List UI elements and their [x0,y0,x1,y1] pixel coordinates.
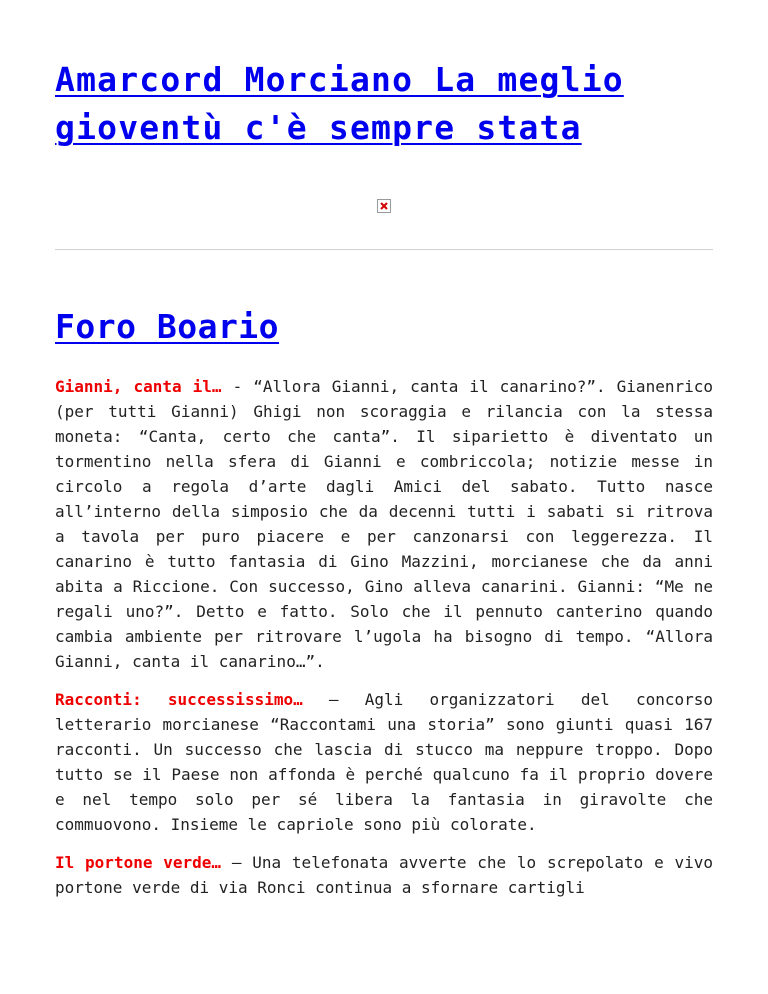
section-title-link[interactable]: Foro Boario [55,307,280,346]
paragraph-gianni [55,374,713,674]
paragraph-lead: Racconti: successissimo… [55,690,303,709]
paragraph-lead: Il portone verde… [55,853,222,872]
article-title [55,0,713,152]
paragraph-body: – Una telefonata avverte che lo screpolato e vivo portone verde di via Ronci continua a sfornare cartigli [55,853,714,897]
section-title [55,250,713,350]
paragraph-portone [55,850,713,900]
paragraph-racconti [55,687,713,837]
paragraph-lead: Gianni, canta il… [55,377,222,396]
article-title-link[interactable]: Amarcord Morciano La meglio gioventù c'è sempre stata [55,60,624,147]
broken-image-icon [377,199,391,213]
paragraph-body: – Agli organizzatori del concorso letterario morcianese “Raccontami una storia” sono giunti quasi 167 racconti. Un successo che lascia di stucco ma neppure troppo. Dopo tutto se il Paese non affonda è perché qualcuno fa il proprio dovere e nel tempo solo per sé libera la fantasia in giravolte che commuovono. Insieme le capriole sono più colorate. [55,690,714,834]
paragraph-body: - “Allora Gianni, canta il canarino?”. Gianenrico (per tutti Gianni) Ghigi non scoraggia e rilancia con la stessa moneta: “Canta, certo che canta”. Il siparietto è diventato un tormentino nella sfera di Gianni e combriccola; notizie messe in circolo a regola d’arte dagli Amici del sabato. Tutto nasce all’interno della simposio che da decenni tutti i sabati si ritrova a tavola per puro piacere e per canzonarsi con leggerezza. Il canarino è tutto fantasia di Gino Mazzini, morcianese che da anni abita a Riccione. Con successo, Gino alleva canarini. Gianni: “Me ne regali uno?”. Detto e fatto. Solo che il pennuto canterino quando cambia ambiente per ritrovare l’ugola ha bisogno di tempo. “Allora Gianni, canta il canarino…”. [55,377,713,671]
